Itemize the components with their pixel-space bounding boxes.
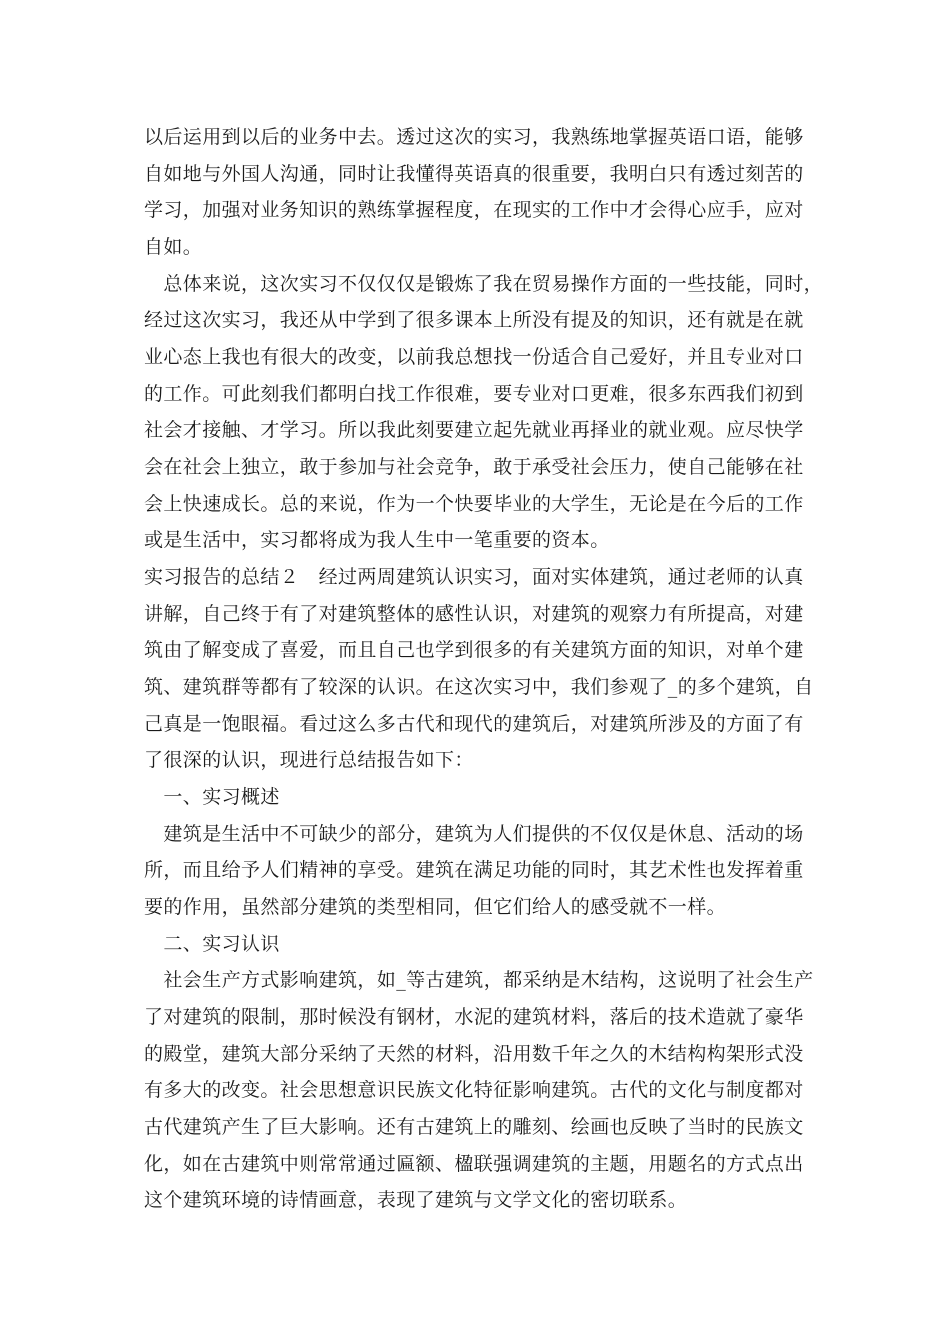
paragraph-first-line: 建筑是生活中不可缺少的部分，建筑为人们提供的不仅仅是休息、活动的场 [144, 823, 804, 845]
text-line: 的工作。可此刻我们都明白找工作很难，要专业对口更难，很多东西我们初到 [144, 383, 804, 405]
text-line: 的殿堂，建筑大部分采纳了天然的材料，沿用数千年之久的木结构构架形式没 [144, 1043, 804, 1065]
text-line: 了很深的认识，现进行总结报告如下： [144, 749, 474, 771]
text-line: 这个建筑环境的诗情画意，表现了建筑与文学文化的密切联系。 [144, 1189, 688, 1211]
section-heading-line: 实习报告的总结２ 经过两周建筑认识实习，面对实体建筑，通过老师的认真 [144, 566, 804, 588]
text-line: 了对建筑的限制，那时候没有钢材，水泥的建筑材料，落后的技术造就了豪华 [144, 1006, 804, 1028]
text-line: 自如。 [144, 236, 203, 258]
text-line: 或是生活中，实习都将成为我人生中一笔重要的资本。 [144, 529, 610, 551]
text-line: 业心态上我也有很大的改变，以前我总想找一份适合自己爱好，并且专业对口 [144, 346, 804, 368]
text-line: 讲解，自己终于有了对建筑整体的感性认识，对建筑的观察力有所提高，对建 [144, 603, 804, 625]
text-line: 学习，加强对业务知识的熟练掌握程度，在现实的工作中才会得心应手，应对 [144, 199, 804, 221]
text-line: 社会才接触、才学习。所以我此刻要建立起先就业再择业的就业观。应尽快学 [144, 419, 804, 441]
subheading-overview: 一、实习概述 [144, 786, 280, 808]
text-line: 所，而且给予人们精神的享受。建筑在满足功能的同时，其艺术性也发挥着重 [144, 859, 804, 881]
text-line: 会在社会上独立，敢于参加与社会竞争，敢于承受社会压力，使自己能够在社 [144, 456, 804, 478]
text-line: 有多大的改变。社会思想意识民族文化特征影响建筑。古代的文化与制度都对 [144, 1079, 804, 1101]
text-line: 以后运用到以后的业务中去。透过这次的实习，我熟练地掌握英语口语，能够 [144, 126, 804, 148]
text-line: 筑、建筑群等都有了较深的认识。在这次实习中，我们参观了_的多个建筑，自 [144, 676, 814, 698]
text-line: 要的作用，虽然部分建筑的类型相同，但它们给人的感受就不一样。 [144, 896, 727, 918]
text-line: 化，如在古建筑中则常常通过匾额、楹联强调建筑的主题，用题名的方式点出 [144, 1153, 804, 1175]
paragraph-first-line: 社会生产方式影响建筑，如_等古建筑，都采纳是木结构，这说明了社会生产 [144, 969, 814, 991]
text-line: 筑由了解变成了喜爱，而且自己也学到很多的有关建筑方面的知识，对单个建 [144, 639, 804, 661]
text-line: 经过这次实习，我还从中学到了很多课本上所没有提及的知识，还有就是在就 [144, 309, 804, 331]
text-line: 己真是一饱眼福。看过这么多古代和现代的建筑后，对建筑所涉及的方面了有 [144, 713, 804, 735]
paragraph-first-line: 总体来说，这次实习不仅仅仅是锻炼了我在贸易操作方面的一些技能，同时， [144, 273, 824, 295]
text-line: 自如地与外国人沟通，同时让我懂得英语真的很重要，我明白只有透过刻苦的 [144, 163, 804, 185]
subheading-understanding: 二、实习认识 [144, 933, 280, 955]
text-line: 古代建筑产生了巨大影响。还有古建筑上的雕刻、绘画也反映了当时的民族文 [144, 1116, 804, 1138]
text-line: 会上快速成长。总的来说，作为一个快要毕业的大学生，无论是在今后的工作 [144, 493, 804, 515]
